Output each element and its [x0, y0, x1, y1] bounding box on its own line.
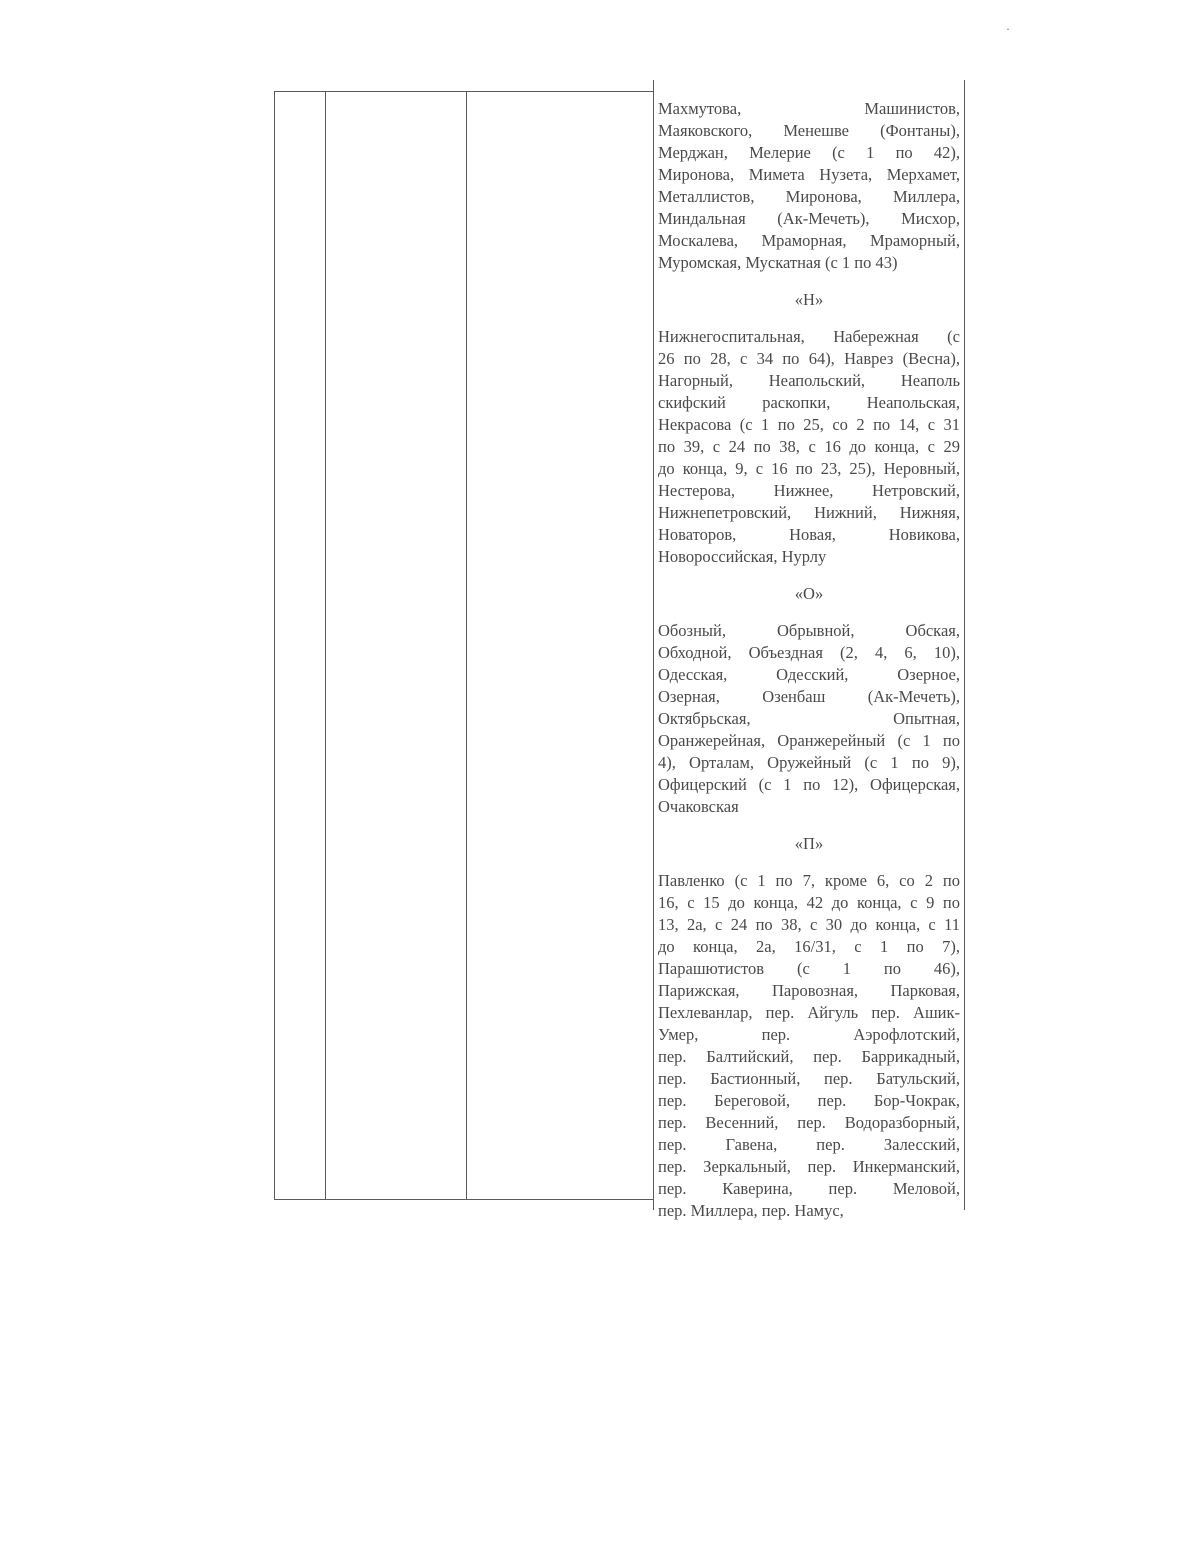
text-line: Новаторов, Новая, Новикова, — [658, 525, 960, 544]
street-list-paragraph — [658, 326, 960, 568]
text-line: пер. Зеркальный, пер. Инкерманский, — [658, 1157, 960, 1176]
street-list-paragraph — [658, 98, 960, 274]
scan-speck: · — [1006, 22, 1010, 36]
street-list-column — [658, 98, 960, 1222]
text-line: Павленко (с 1 по 7, кроме 6, со 2 по — [658, 871, 960, 890]
text-line: скифский раскопки, Неапольская, — [658, 393, 960, 412]
text-line: Металлистов, Миронова, Миллера, — [658, 187, 960, 206]
text-line: Нагорный, Неапольский, Неаполь — [658, 371, 960, 390]
text-line: 26 по 28, с 34 по 64), Наврез (Весна), — [658, 349, 960, 368]
section-letter-heading: «Н» — [794, 290, 824, 309]
text-line: Одесская, Одесский, Озерное, — [658, 665, 960, 684]
text-line: Обозный, Обрывной, Обская, — [658, 621, 960, 640]
section-letter-heading: «П» — [794, 834, 824, 853]
text-line: до конца, 9, с 16 по 23, 25), Неровный, — [658, 459, 960, 478]
text-line: Очаковская — [658, 797, 739, 816]
text-line: Махмутова, Машинистов, — [658, 99, 960, 118]
table-top-border — [274, 91, 654, 92]
text-line: пер. Гавена, пер. Залесский, — [658, 1135, 960, 1154]
street-list-paragraph — [658, 870, 960, 1222]
table-bottom-border — [274, 1199, 654, 1200]
text-line: Оранжерейная, Оранжерейный (с 1 по — [658, 731, 960, 750]
text-line: 13, 2а, с 24 по 38, с 30 до конца, с 11 — [658, 915, 960, 934]
text-line: до конца, 2а, 16/31, с 1 по 7), — [658, 937, 960, 956]
text-line: Москалева, Мраморная, Мраморный, — [658, 231, 960, 250]
text-line: 4), Орталам, Оружейный (с 1 по 9), — [658, 753, 960, 772]
text-line: Парижская, Паровозная, Парковая, — [658, 981, 960, 1000]
text-line: 16, с 15 до конца, 42 до конца, с 9 по — [658, 893, 960, 912]
text-line: Октябрьская, Опытная, — [658, 709, 960, 728]
text-line: Маяковского, Менешве (Фонтаны), — [658, 121, 960, 140]
text-line: пер. Миллера, пер. Намус, — [658, 1201, 844, 1220]
table-column-border-2 — [325, 91, 326, 1199]
text-line: Обходной, Объездная (2, 4, 6, 10), — [658, 643, 960, 662]
text-line: Миронова, Мимета Нузета, Мерхамет, — [658, 165, 960, 184]
text-line: Муромская, Мускатная (с 1 по 43) — [658, 253, 898, 272]
text-line: Озерная, Озенбаш (Ак-Мечеть), — [658, 687, 960, 706]
section-letter-heading: «О» — [794, 584, 824, 603]
text-line: Нестерова, Нижнее, Нетровский, — [658, 481, 960, 500]
text-line: Некрасова (с 1 по 25, со 2 по 14, с 31 — [658, 415, 960, 434]
text-line: Умер, пер. Аэрофлотский, — [658, 1025, 960, 1044]
table-column-border-3 — [466, 91, 467, 1199]
text-line: Пехлеванлар, пер. Айгуль пер. Ашик- — [658, 1003, 960, 1022]
text-line: пер. Береговой, пер. Бор-Чокрак, — [658, 1091, 960, 1110]
table-column-border-4 — [653, 80, 654, 1210]
text-line: Парашютистов (с 1 по 46), — [658, 959, 960, 978]
text-line: пер. Каверина, пер. Меловой, — [658, 1179, 960, 1198]
text-line: Мерджан, Мелерие (с 1 по 42), — [658, 143, 960, 162]
text-line: Офицерский (с 1 по 12), Офицерская, — [658, 775, 960, 794]
text-line: по 39, с 24 по 38, с 16 до конца, с 29 — [658, 437, 960, 456]
text-line: Миндальная (Ак-Мечеть), Мисхор, — [658, 209, 960, 228]
text-line: пер. Весенний, пер. Водоразборный, — [658, 1113, 960, 1132]
table-column-border-1 — [274, 91, 275, 1199]
street-list-paragraph — [658, 620, 960, 818]
text-line: Новороссийская, Нурлу — [658, 547, 827, 566]
table-column-border-5 — [964, 80, 965, 1210]
text-line: Нижнепетровский, Нижний, Нижняя, — [658, 503, 960, 522]
text-line: Нижнегоспитальная, Набережная (с — [658, 327, 960, 346]
text-line: пер. Бастионный, пер. Батульский, — [658, 1069, 960, 1088]
text-line: пер. Балтийский, пер. Баррикадный, — [658, 1047, 960, 1066]
